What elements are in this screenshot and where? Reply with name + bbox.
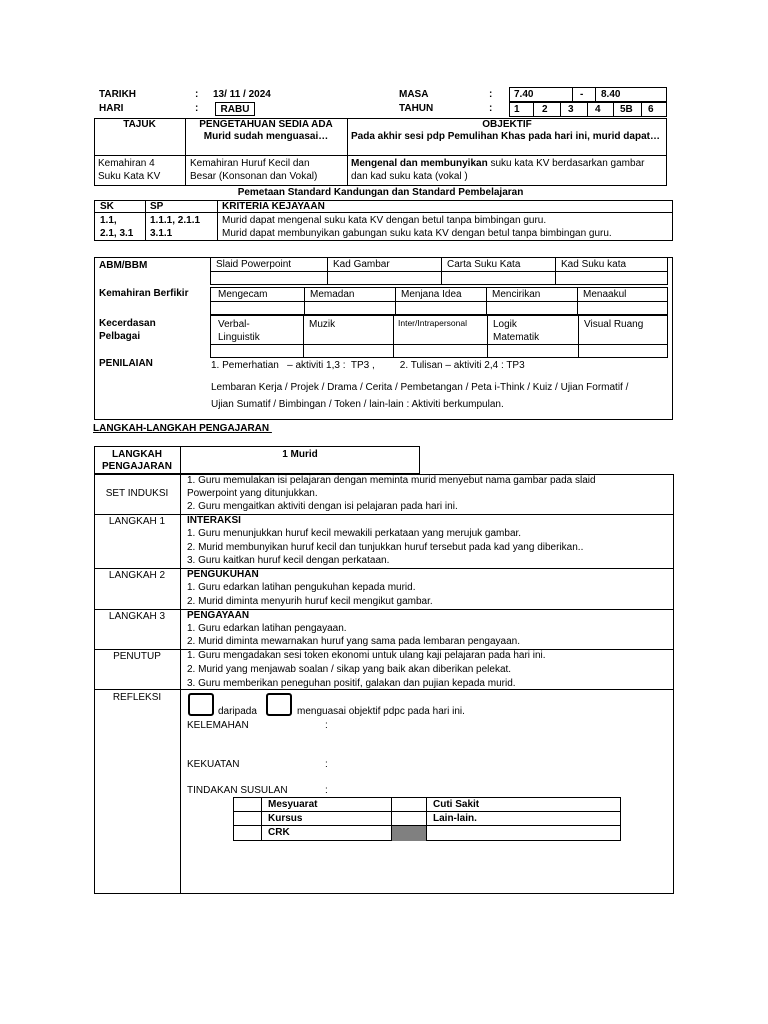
l2-1: 1. Guru edarkan latihan pengukuhan kepada murid. [187,582,416,593]
col-sp: SP [150,201,164,212]
tindakan-option: Lain-lain. [433,813,477,824]
l1-1: 1. Guru menunjukkan huruf kecil mewakili perkataan yang merujuk gambar. [187,528,522,539]
head-langkah-1: LANGKAH [112,449,162,460]
tindakan-option: CRK [268,827,290,838]
masa-end: 8.40 [601,89,621,100]
tarikh-value: 13/ 11 / 2024 [213,89,271,100]
kelemahan-label: KELEMAHAN [187,720,249,731]
kekuatan-colon: : [325,759,328,770]
kp-item: Verbal- [218,319,250,330]
kp-item: Inter/Intrapersonal [398,318,467,328]
l3-2: 2. Murid diminta mewarnakan huruf yang sama pada lembaran pengayaan. [187,636,520,647]
refleksi-count-box[interactable] [188,693,214,716]
abm-item: Kad Gambar [333,259,390,270]
objektif-value-1 [351,157,644,170]
kb-item: Memadan [310,289,355,300]
tindakan-label: TINDAKAN SUSULAN [187,785,288,796]
tindakan-option: Cuti Sakit [433,799,480,810]
objektif-text: Pada akhir sesi pdp Pemulihan Khas pada hari ini, murid dapat… [351,131,660,142]
kp-item-line2: Linguistik [218,332,260,343]
sp-value-1: 1.1.1, 2.1.1 [150,215,201,226]
set-1b: Powerpoint yang ditunjukkan. [187,488,318,499]
penutup-label: PENUTUP [113,651,161,662]
set-2: 2. Guru mengaitkan aktiviti dengan isi pelajaran pada hari ini. [187,501,458,512]
tahun-colon: : [489,103,493,114]
l3-title: PENGAYAAN [187,610,250,621]
refleksi-daripada: daripada [218,706,257,717]
masa-colon: : [489,89,493,100]
tahun-option: 1 [514,104,520,115]
kb-item: Menaakul [583,289,627,300]
hari-value: RABU [220,104,250,115]
head-murid: 1 Murid [282,449,318,460]
abm-label: ABM/BBM [99,260,148,271]
pengetahuan-value-1: Kemahiran Huruf Kecil dan [190,158,310,169]
kb-item: Menjana Idea [401,289,462,300]
tindakan-colon: : [325,785,328,796]
tahun-option: 2 [542,104,548,115]
l1-2: 2. Murid membunyikan huruf kecil dan tunjukkan huruf tersebut pada kad yang diberikan.. [187,542,584,553]
abm-item: Slaid Powerpoint [216,259,292,270]
l2-title: PENGUKUHAN [187,569,259,580]
tahun-option: 4 [595,104,601,115]
kp-item: Muzik [309,319,336,330]
pengetahuan-text: Murid sudah menguasai… [203,131,329,142]
penutup-3: 3. Guru memberikan peneguhan positif, galakan dan pujian kepada murid. [187,678,516,689]
objektif-value-rest: suku kata KV berdasarkan gambar [487,158,645,169]
masa-dash: - [580,89,584,100]
refleksi-total-box[interactable] [266,693,292,716]
kp-item-line2: Matematik [493,332,540,343]
tajuk-value-2: Suku Kata KV [98,171,161,182]
head-langkah-2: PENGAJARAN [101,461,172,472]
sp-value-2: 3.1.1 [150,228,173,239]
hari-colon: : [195,103,199,114]
sk-value-2: 2.1, 3.1 [100,228,134,239]
kp-item: Logik [493,319,517,330]
penilaian-line: 1. Pemerhatian – aktiviti 1,3 : TP3 , 2. Tulisan – aktiviti 2,4 : TP3 [211,360,525,371]
tahun-label: TAHUN [399,103,434,114]
tindakan-shaded-cell [392,826,426,841]
l2-label: LANGKAH 2 [108,570,166,581]
penutup-1: 1. Guru mengadakan sesi token ekonomi untuk ulang kaji pelajaran pada hari ini. [187,650,546,661]
kb-label: Kemahiran Berfikir [99,288,189,299]
standards-title: Pemetaan Standard Kandungan dan Standard Pembelajaran [237,187,524,198]
tindakan-option: Kursus [268,813,303,824]
kriteria-2: Murid dapat membunyikan gabungan suku kata KV dengan betul tanpa bimbingan guru. [222,228,612,239]
pengetahuan-value-2: Besar (Konsonan dan Vokal) [190,171,318,182]
objektif-label: OBJEKTIF [482,119,532,130]
tahun-option: 5B [620,104,633,115]
kp-label-1: Kecerdasan [99,318,156,329]
masa-start: 7.40 [514,89,534,100]
penilaian-list-2: Ujian Sumatif / Bimbingan / Token / lain-lain : Aktiviti berkumpulan. [211,399,504,410]
refleksi-menguasai: menguasai objektif pdpc pada hari ini. [297,706,465,717]
l1-3: 3. Guru kaitkan huruf kecil dengan perkataan. [187,555,390,566]
l3-label: LANGKAH 3 [108,611,166,622]
kriteria-1: Murid dapat mengenal suku kata KV dengan betul tanpa bimbingan guru. [222,215,547,226]
set-label: SET INDUKSI [105,488,169,499]
l2-2: 2. Murid diminta menyurih huruf kecil mengikut gambar. [187,596,433,607]
l3-1: 1. Guru edarkan latihan pengayaan. [187,623,347,634]
refleksi-label: REFLEKSI [112,692,162,703]
pengetahuan-label: PENGETAHUAN SEDIA ADA [199,119,333,130]
tarikh-label: TARIKH [99,89,137,100]
tahun-option: 6 [648,104,654,115]
col-kriteria: KRITERIA KEJAYAAN [222,201,325,212]
objektif-value-bold: Mengenal dan membunyikan [351,158,488,169]
tarikh-colon: : [195,89,199,100]
l1-label: LANGKAH 1 [108,516,166,527]
kelemahan-colon: : [325,720,328,731]
penutup-2: 2. Murid yang menjawab soalan / sikap yang baik akan diberikan pelekat. [187,664,512,675]
kb-item: Mencirikan [492,289,541,300]
penilaian-label: PENILAIAN [99,358,153,369]
tajuk-label: TAJUK [123,119,156,130]
penilaian-list-1: Lembaran Kerja / Projek / Drama / Cerita / Pembetangan / Peta i-Think / Kuiz / Ujian Formatif / [211,382,629,393]
steps-title: LANGKAH-LANGKAH PENGAJARAN [93,423,272,434]
col-sk: SK [100,201,114,212]
abm-item: Kad Suku kata [561,259,627,270]
set-1: 1. Guru memulakan isi pelajaran dengan meminta murid menyebut nama gambar pada slaid [187,475,596,486]
tahun-option: 3 [568,104,574,115]
kp-label-2: Pelbagai [99,331,141,342]
tindakan-option: Mesyuarat [268,799,318,810]
sk-value-1: 1.1, [100,215,117,226]
hari-label: HARI [99,103,124,114]
kb-item: Mengecam [218,289,268,300]
l1-title: INTERAKSI [187,515,241,526]
kekuatan-label: KEKUATAN [187,759,240,770]
masa-label: MASA [399,89,429,100]
abm-item: Carta Suku Kata [447,259,521,270]
kp-item: Visual Ruang [584,319,644,330]
tajuk-value-1: Kemahiran 4 [98,158,155,169]
objektif-value-2: dan kad suku kata (vokal ) [351,171,468,182]
